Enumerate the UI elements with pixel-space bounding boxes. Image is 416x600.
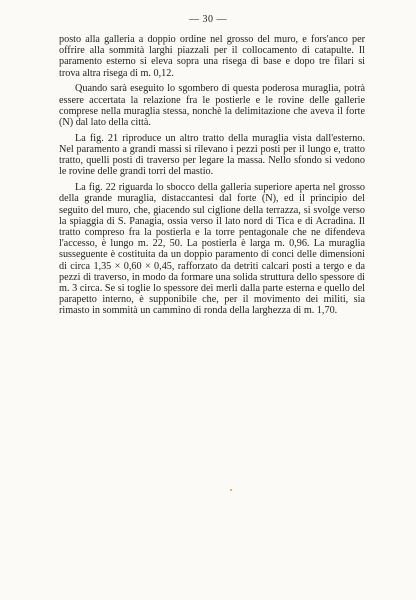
body-text bbox=[59, 34, 365, 317]
paragraph-1: posto alla galleria a doppio ordine nel grosso del muro, e fors'anco per offrire alla sommità larghi piazzali per il collocamento di catapulte. Il paramento esterno si eleva sopra una risega di base e dopo tre filari si trova altra risega di m. 0,12. bbox=[59, 34, 365, 79]
paragraph-4: La fig. 22 riguarda lo sbocco della galleria superiore aperta nel grosso della grande muraglia, distaccantesi dal forte (N), ed il principio del seguito del muro, che, giacendo sul ciglione della terrazza, si svolge verso la spiaggia di S. Panagia, ossia verso il lato nord di Tica e di Acradina. Il tratto compreso fra la postierla e la torre pentagonale che ne difendeva l'accesso, è lungo m. 22, 50. La postierla è larga m. 0,96. La muraglia susseguente è costituita da un doppio paramento di conci delle dimensioni di circa 1,35 × 0,60 × 0,45, rafforzato da detriti calcari posti a tergo e da pezzi di traverso, in modo da formare una solida struttura dello spessore di m. 3 circa. Se si toglie lo spessore dei merli dalla parte esterna e quello del parapetto interno, è supponibile che, per il movimento dei militi, sia rimasto in sommità un cammino di ronda della larghezza di m. 1,70. bbox=[59, 182, 365, 317]
page-number: — 30 — bbox=[189, 14, 227, 25]
paragraph-3: La fig. 21 riproduce un altro tratto della muraglia vista dall'esterno. Nel paramento a grandi massi si rilevano i pezzi posti per il lungo e, tratto tratto, quelli posti di traverso per legare la massa. Nello sfondo si vedono le rovine delle grandi torri del mastio. bbox=[59, 132, 365, 178]
paragraph-2: Quando sarà eseguito lo sgombero di questa poderosa muraglia, potrà essere accertata la relazione fra le postierle e le rovine delle gallerie comprese nella muraglia stessa, nonchè la delimitazione che aveva il forte (N) dal lato della città. bbox=[59, 83, 365, 129]
paper-speck bbox=[230, 489, 232, 491]
